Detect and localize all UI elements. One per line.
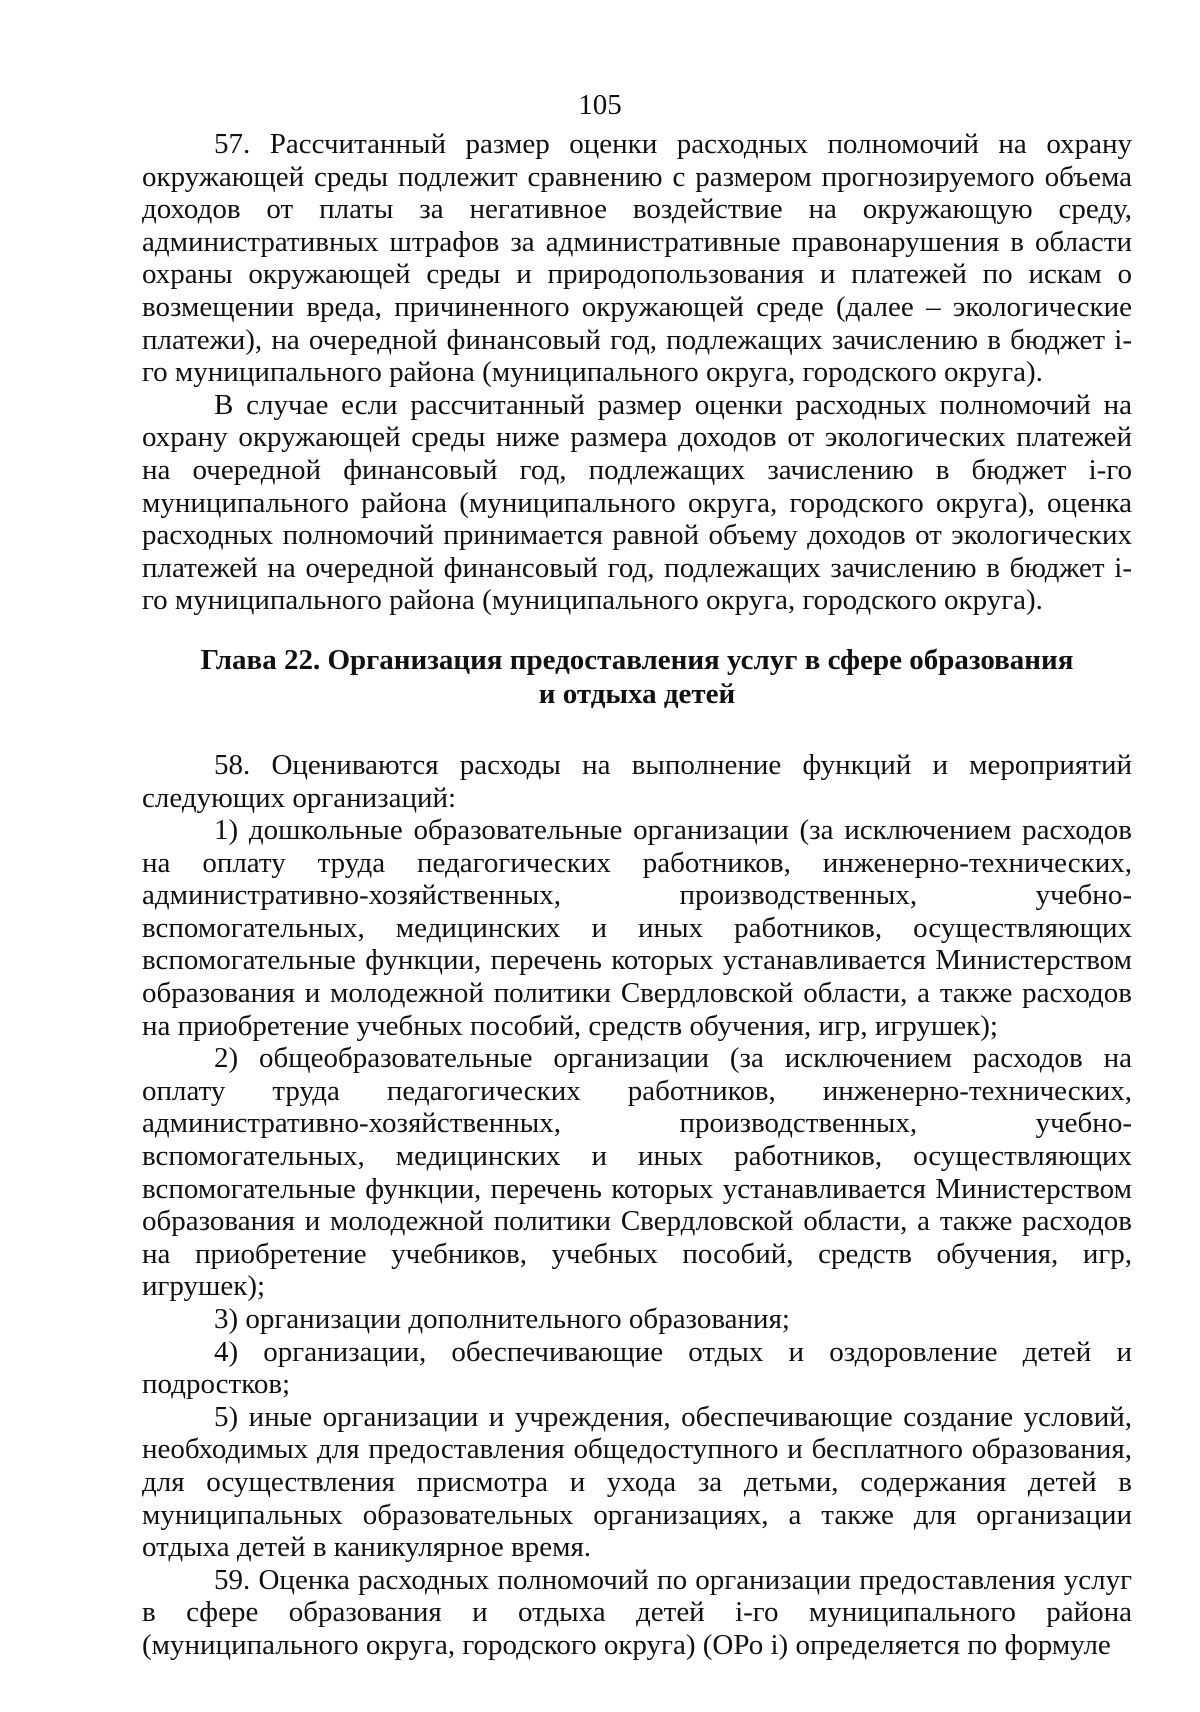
list-item-2: 2) общеобразовательные организации (за исключением расходов на оплату труда педагогических работников, инженерно-технических, административно-хозяйственных, производственных, учебно-вспомогательных, медицинских и иных работников, осуществляющих вспомогательные функции, перечень которых устанавливается Министерством образования и молодежной политики Свердловской области, а также расходов на приобретение учебников, учебных пособий, средств обучения, игр, игрушек);	[142, 1042, 1132, 1303]
chapter-title-line-2: и отдыха детей	[538, 677, 736, 710]
list-item-4: 4) организации, обеспечивающие отдых и оздоровление детей и подростков;	[142, 1335, 1132, 1401]
list-item-5: 5) иные организации и учреждения, обеспечивающие создание условий, необходимых для предоставления общедоступного и бесплатного образования, для осуществления присмотра и ухода за детьми, содержания детей в муниципальных образовательных организациях, а также для организации отдыха детей в каникулярное время.	[142, 1400, 1132, 1564]
paragraph-59: 59. Оценка расходных полномочий по организации предоставления услуг в сфере образования и отдыха детей i-го муниципального района (муниципального округа, городского округа) (ОРо i) определяется по формуле	[142, 1563, 1132, 1661]
page-number: 105	[578, 89, 622, 121]
list-item-3: 3) организации дополнительного образования;	[214, 1303, 790, 1335]
paragraph-57: 57. Рассчитанный размер оценки расходных полномочий на охрану окружающей среды подлежит сравнению с размером прогнозируемого объема доходов от платы за негативное воздействие на окружающую среду, административных штрафов за административные правонарушения в области охраны окружающей среды и природопользования и платежей по искам о возмещении вреда, причиненного окружающей среде (далее – экологические платежи), на очередной финансовый год, подлежащих зачислению в бюджет i-го муниципального района (муниципального округа, городского округа).	[142, 128, 1132, 389]
chapter-title	[142, 643, 1132, 711]
paragraph-57-continuation: В случае если рассчитанный размер оценки расходных полномочий на охрану окружающей среды ниже размера доходов от экологических платежей на очередной финансовый год, подлежащих зачислению в бюджет i-го муниципального района (муниципального округа, городского округа), оценка расходных полномочий принимается равной объему доходов от экологических платежей на очередной финансовый год, подлежащих зачислению в бюджет i-го муниципального района (муниципального округа, городского округа).	[142, 388, 1132, 617]
document-body	[142, 128, 1132, 1662]
list-item-1: 1) дошкольные образовательные организации (за исключением расходов на оплату труда педагогических работников, инженерно-технических, административно-хозяйственных, производственных, учебно-вспомогательных, медицинских и иных работников, осуществляющих вспомогательные функции, перечень которых устанавливается Министерством образования и молодежной политики Свердловской области, а также расходов на приобретение учебных пособий, средств обучения, игр, игрушек);	[142, 814, 1132, 1042]
chapter-title-line-1: Глава 22. Организация предоставления услуг в сфере образования	[200, 643, 1074, 676]
paragraph-58: 58. Оцениваются расходы на выполнение функций и мероприятий следующих организаций:	[142, 748, 1132, 814]
